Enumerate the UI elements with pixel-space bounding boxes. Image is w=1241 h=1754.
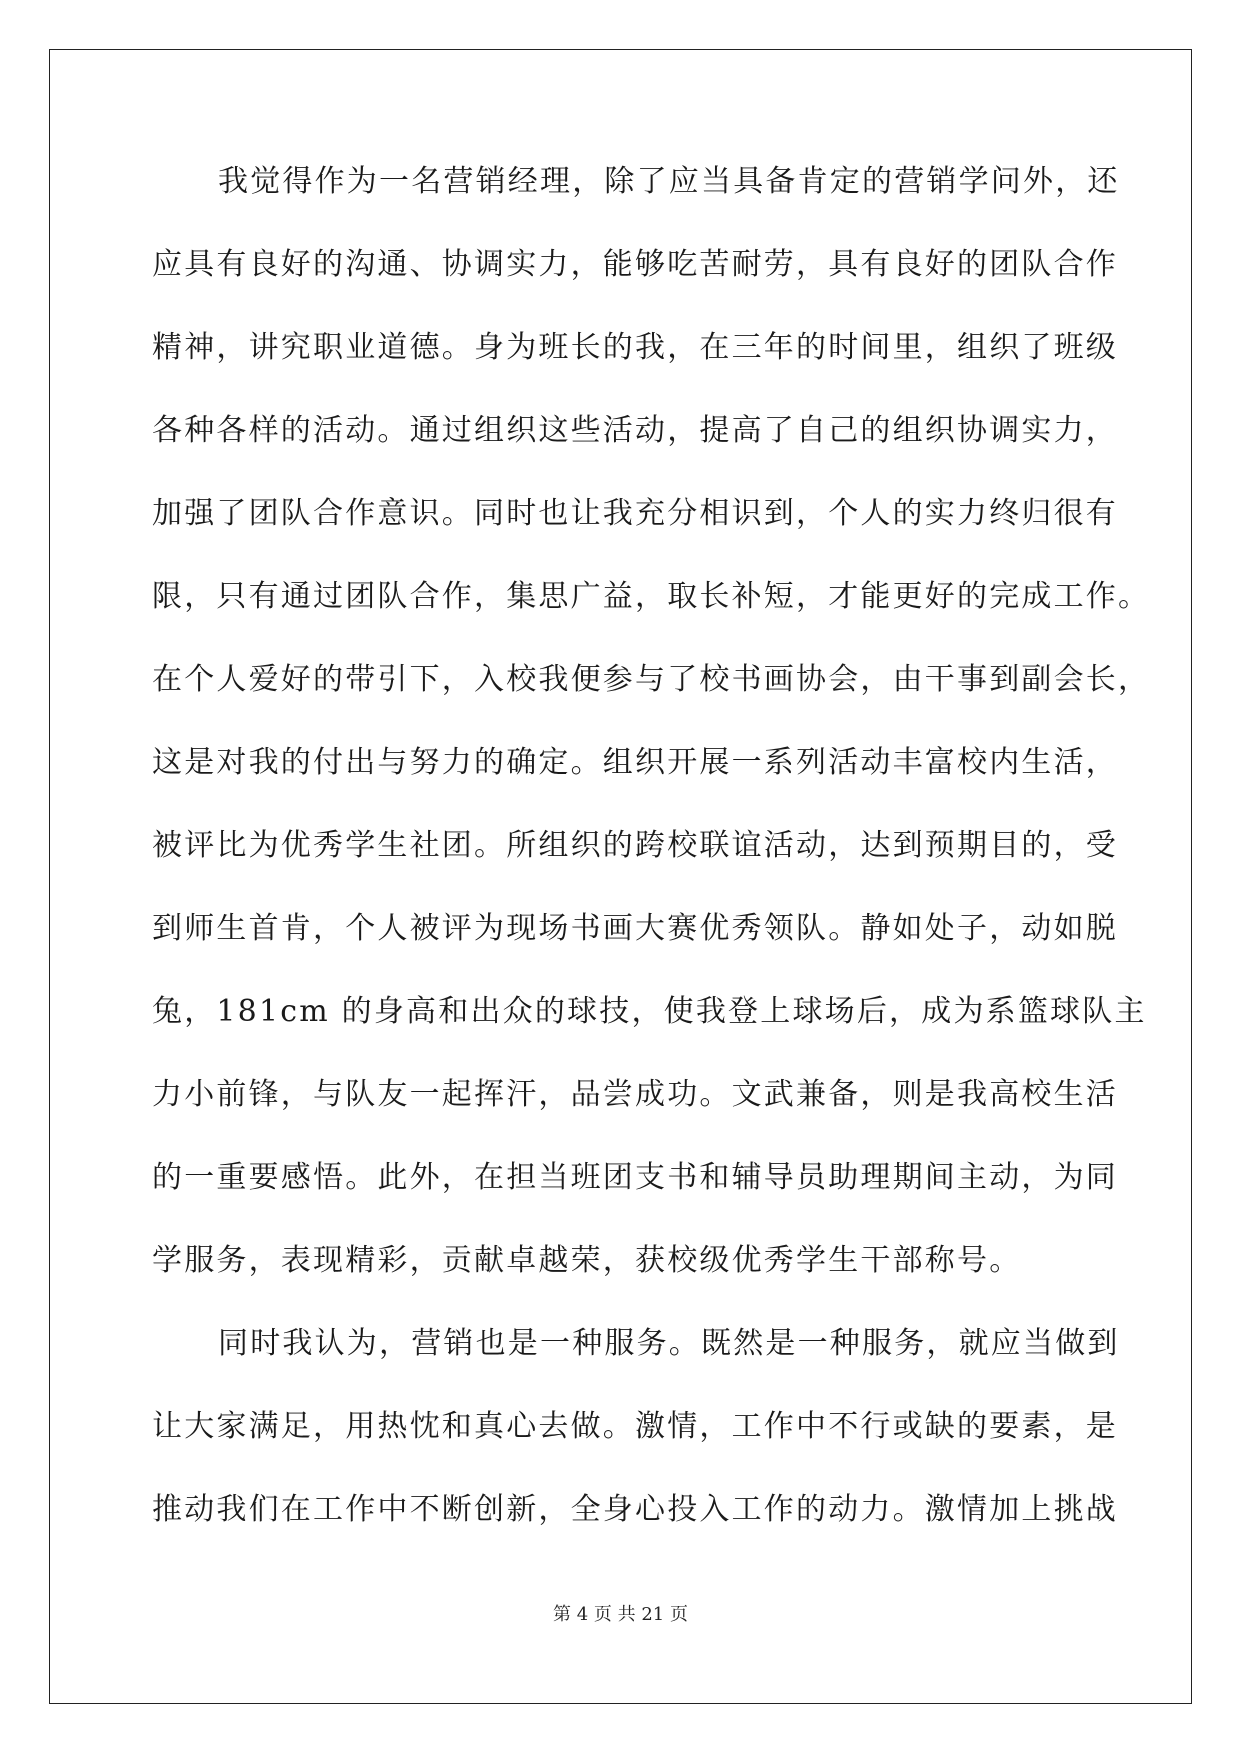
paragraph-line: 推动我们在工作中不断创新，全身心投入工作的动力。激情加上挑战	[152, 1492, 1118, 1527]
paragraph-line: 各种各样的活动。通过组织这些活动，提高了自己的组织协调实力，	[152, 413, 1118, 448]
document-body	[152, 160, 1151, 1571]
paragraph-line: 学服务，表现精彩，贡献卓越荣，获校级优秀学生干部称号。	[152, 1243, 1022, 1278]
paragraph-line: 到师生首肯，个人被评为现场书画大赛优秀领队。静如处子，动如脱	[152, 911, 1118, 946]
paragraph-line: 我觉得作为一名营销经理，除了应当具备肯定的营销学问外，还	[218, 164, 1120, 199]
paragraph-line: 同时我认为，营销也是一种服务。既然是一种服务，就应当做到	[218, 1326, 1120, 1361]
paragraph-line: 这是对我的付出与努力的确定。组织开展一系列活动丰富校内生活，	[152, 745, 1118, 780]
paragraph-line: 力小前锋，与队友一起挥汗，品尝成功。文武兼备，则是我高校生活	[152, 1077, 1118, 1112]
paragraph-line: 兔，181cm 的身高和出众的球技，使我登上球场后，成为系篮球队主	[152, 994, 1147, 1029]
paragraph-line: 让大家满足，用热忱和真心去做。激情，工作中不行或缺的要素，是	[152, 1409, 1118, 1444]
paragraph-line: 应具有良好的沟通、协调实力，能够吃苦耐劳，具有良好的团队合作	[152, 247, 1118, 282]
page-number: 第 4 页 共 21 页	[553, 1604, 688, 1625]
paragraph-line: 精神，讲究职业道德。身为班长的我，在三年的时间里，组织了班级	[152, 330, 1118, 365]
paragraph-line: 加强了团队合作意识。同时也让我充分相识到，个人的实力终归很有	[152, 496, 1118, 531]
paragraph-line: 的一重要感悟。此外，在担当班团支书和辅导员助理期间主动，为同	[152, 1160, 1118, 1195]
paragraph-2	[152, 1322, 1120, 1571]
paragraph-line: 限，只有通过团队合作，集思广益，取长补短，才能更好的完成工作。	[152, 579, 1151, 614]
paragraph-line: 在个人爱好的带引下，入校我便参与了校书画协会，由干事到副会长，	[152, 662, 1151, 697]
paragraph-1	[152, 160, 1151, 1322]
paragraph-line: 被评比为优秀学生社团。所组织的跨校联谊活动，达到预期目的，受	[152, 828, 1118, 863]
